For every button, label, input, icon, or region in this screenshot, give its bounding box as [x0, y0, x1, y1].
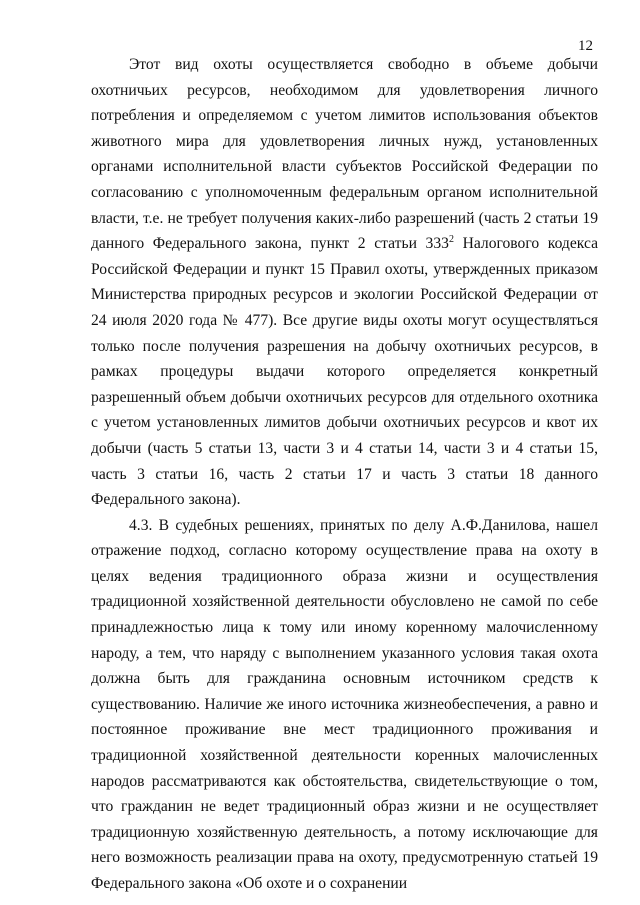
paragraph-text-part-1: Этот вид охоты осуществляется свободно в объеме добычи охотничьих ресурсов, необходимом для удовлетворения личного потребления и определяемом с учетом лимитов использования объектов животного мира для удовлетворения личных нужд, установленных органами исполнительной власти субъектов Российской Федерации по согласованию с уполномоченным федеральным органом исполнительной власти, т.е. не требует получения каких-либо разрешений (часть 2 статьи 19 данного Федерального закона, пункт 2 статьи 333 — [91, 56, 598, 253]
paragraph-hunting-freedom — [91, 52, 598, 513]
paragraph-text-part-2: Налогового кодекса Российской Федерации и пункт 15 Правил охоты, утвержденных приказом Министерства природных ресурсов и экологии Российской Федерации от 24 июля 2020 года № 477). Все другие виды охоты могут осуществляться только после получения разрешения на добычу охотничьих ресурсов, в рамках процедуры выдачи которого определяется конкретный разрешенный объем добычи охотничьих ресурсов для отдельного охотника с учетом установленных лимитов добычи охотничьих ресурсов и квот их добычи (часть 5 статьи 13, части 3 и 4 статьи 14, части 3 и 4 статьи 15, часть 3 статьи 16, часть 2 статьи 17 и часть 3 статьи 18 данного Федерального закона). — [91, 235, 598, 509]
article-superscript: 2 — [448, 233, 454, 245]
document-body — [91, 52, 598, 897]
paragraph-court-decisions: 4.3. В судебных решениях, принятых по делу А.Ф.Данилова, нашел отражение подход, согласно которому осуществление права на охоту в целях ведения традиционного образа жизни и осуществления традиционной хозяйственной деятельности обусловлено не самой по себе принадлежностью лица к тому или иному коренному малочисленному народу, а тем, что наряду с выполнением указанного условия такая охота должна быть для гражданина основным источником средств к существованию. Наличие же иного источника жизнеобеспечения, а равно и постоянное проживание вне мест традиционного проживания и традиционной хозяйственной деятельности коренных малочисленных народов рассматриваются как обстоятельства, свидетельствующие о том, что гражданин не ведет традиционный образ жизни и не осуществляет традиционную хозяйственную деятельность, а потому исключающие для него возможность реализации права на охоту, предусмотренную статьей 19 Федерального закона «Об охоте и о сохранении — [91, 516, 598, 892]
page-number: 12 — [578, 38, 593, 54]
